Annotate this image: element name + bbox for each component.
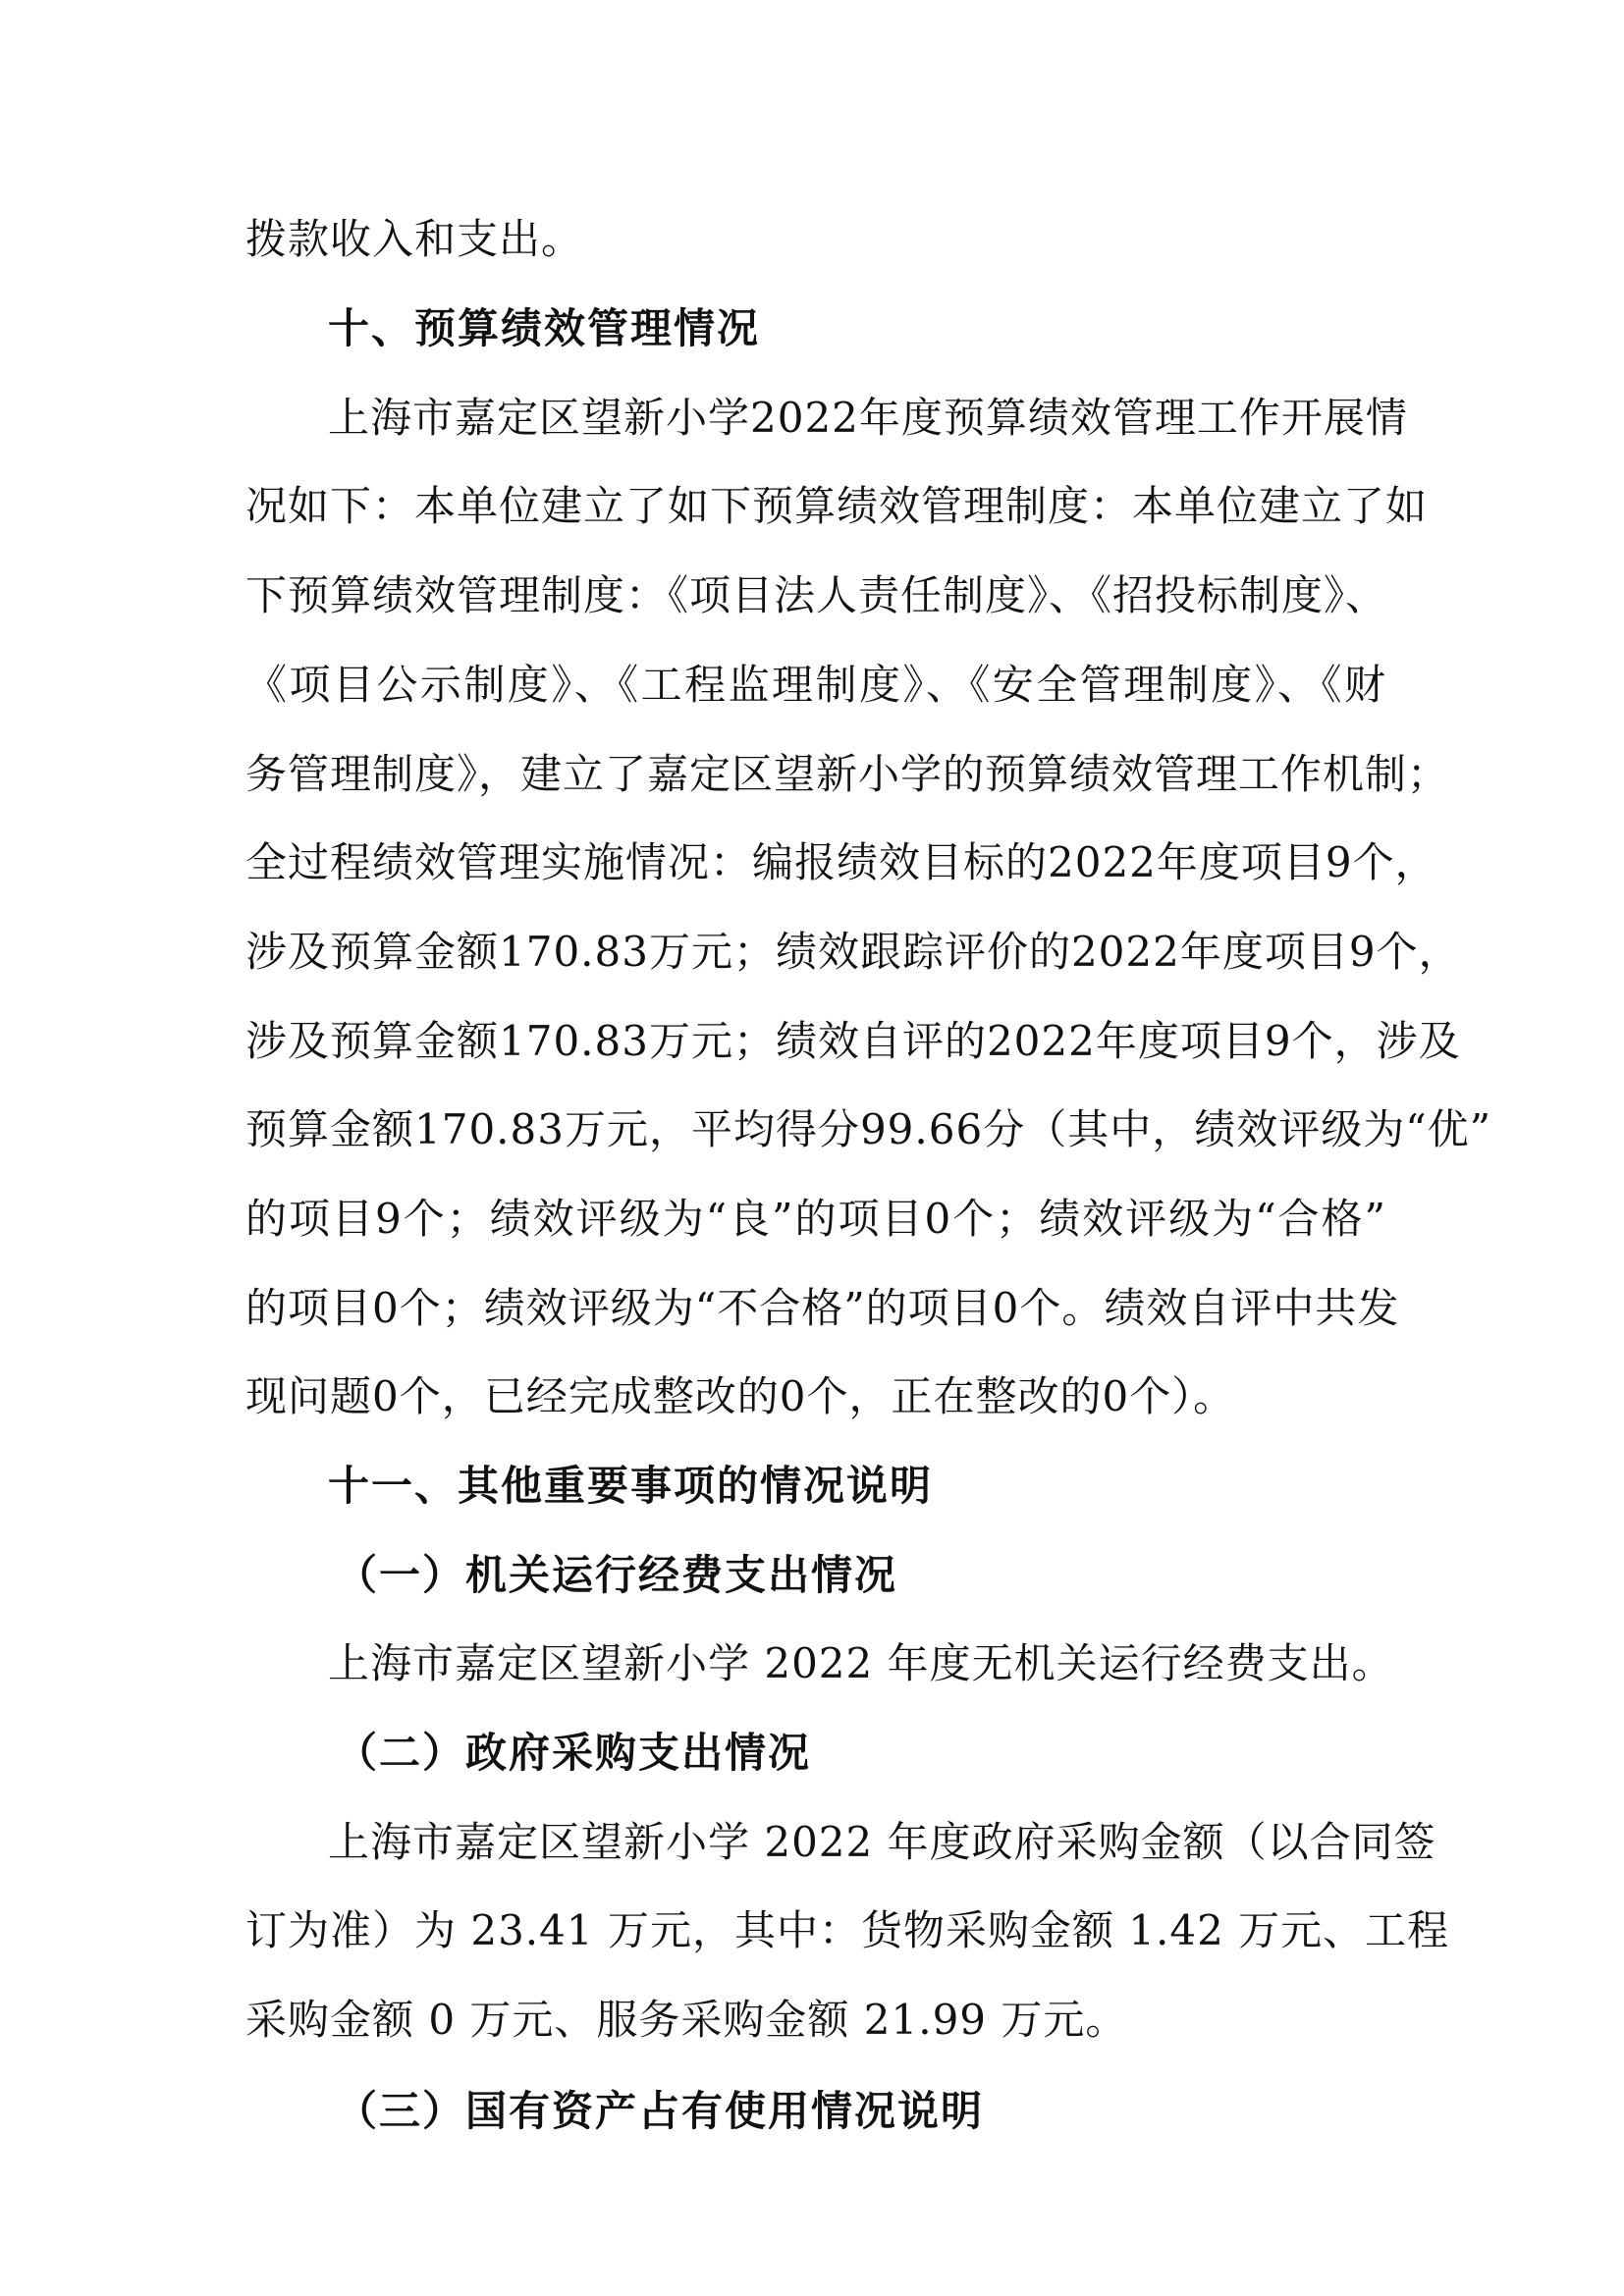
paragraph-line: 涉及预算金额170.83万元；绩效自评的2022年度项目9个，涉及 [245, 1017, 1461, 1065]
subsection-heading-procurement: （二）政府采购支出情况 [336, 1729, 812, 1777]
paragraph-line: 况如下：本单位建立了如下预算绩效管理制度：本单位建立了如 [245, 482, 1429, 530]
paragraph-line: 涉及预算金额170.83万元；绩效跟踪评价的2022年度项目9个， [245, 928, 1461, 976]
paragraph-line: 的项目0个；绩效评级为“不合格”的项目0个。绩效自评中共发 [245, 1284, 1400, 1332]
paragraph-line: 的项目9个；绩效评级为“良”的项目0个；绩效评级为“合格” [245, 1195, 1386, 1243]
paragraph-line: 预算金额170.83万元，平均得分99.66分（其中，绩效评级为“优” [245, 1105, 1492, 1153]
paragraph-line: 下预算绩效管理制度：《项目法人责任制度》、《招投标制度》、 [245, 571, 1388, 619]
paragraph-line: 上海市嘉定区望新小学 2022 年度政府采购金额（以合同签 [328, 1818, 1436, 1866]
paragraph-line: 上海市嘉定区望新小学2022年度预算绩效管理工作开展情 [328, 394, 1408, 442]
subsection-heading-operating-expenses: （一）机关运行经费支出情况 [336, 1551, 898, 1599]
paragraph-line: 采购金额 0 万元、服务采购金额 21.99 万元。 [245, 1996, 1128, 2044]
paragraph-line: 拨款收入和支出。 [245, 215, 584, 263]
subsection-heading-state-assets: （三）国有资产占有使用情况说明 [336, 2087, 985, 2135]
paragraph-line: 现问题0个，已经完成整改的0个，正在整改的0个）。 [245, 1372, 1236, 1420]
paragraph-line: 全过程绩效管理实施情况：编报绩效目标的2022年度项目9个， [245, 838, 1437, 886]
paragraph-line: 订为准）为 23.41 万元，其中：货物采购金额 1.42 万元、工程 [245, 1906, 1450, 1954]
section-heading-other-matters: 十一、其他重要事项的情况说明 [328, 1462, 934, 1510]
paragraph-line: 务管理制度》，建立了嘉定区望新小学的预算绩效管理工作机制； [245, 750, 1450, 798]
paragraph-line: 《项目公示制度》、《工程监理制度》、《安全管理制度》、《财 [245, 661, 1386, 709]
section-heading-budget-performance: 十、预算绩效管理情况 [328, 304, 761, 352]
paragraph-line: 上海市嘉定区望新小学 2022 年度无机关运行经费支出。 [328, 1639, 1394, 1687]
